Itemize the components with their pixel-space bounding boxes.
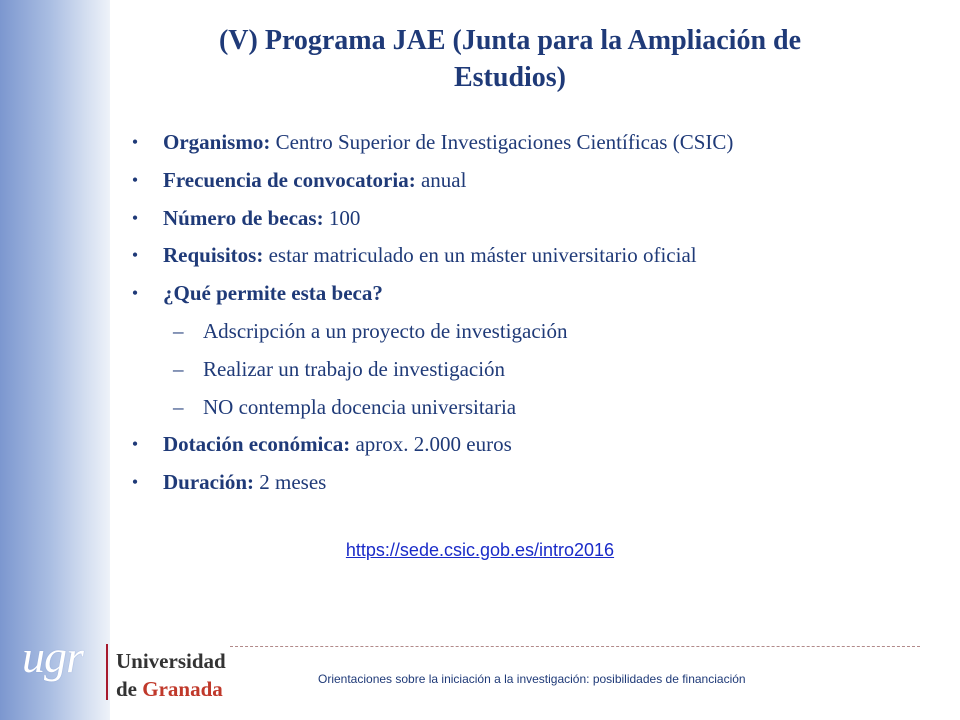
ugr-logo-mark: ugr	[22, 631, 83, 682]
bullet-text: estar matriculado en un máster universitario oficial	[263, 243, 697, 268]
logo-line2-prefix: de	[116, 677, 143, 701]
footer-divider	[230, 646, 920, 647]
bullet-icon: •	[131, 472, 139, 493]
bullet-label: Organismo:	[163, 130, 271, 154]
ugr-logo	[20, 630, 240, 710]
bullet-icon: •	[131, 283, 139, 304]
logo-line2-city: Granada	[142, 677, 223, 701]
bullet-text: anual	[415, 167, 467, 192]
subitem-docencia	[128, 389, 928, 427]
bullet-organismo	[128, 124, 928, 162]
bullet-icon: •	[131, 132, 139, 152]
footer-text: Orientaciones sobre la iniciación a la investigación: posibilidades de financiación	[318, 672, 746, 686]
bullet-requisitos	[128, 237, 928, 275]
bullet-label: Número de becas:	[163, 205, 324, 230]
bullet-duracion	[128, 464, 928, 502]
bullet-que-permite	[128, 275, 928, 313]
bullet-icon: •	[131, 169, 139, 190]
subitem-text: Adscripción a un proyecto de investigación	[203, 318, 568, 343]
dash-icon: –	[173, 356, 184, 381]
logo-divider	[106, 644, 108, 700]
bullet-label: ¿Qué permite esta beca?	[163, 281, 383, 306]
subitem-adscripcion	[128, 313, 928, 351]
bullet-icon: •	[131, 207, 139, 228]
bullet-label: Dotación económica:	[163, 432, 351, 457]
logo-line1: Universidad	[116, 649, 226, 673]
bullet-label: Duración:	[163, 470, 254, 495]
subitem-text: Realizar un trabajo de investigación	[203, 356, 506, 381]
bullet-text: aprox. 2.000 euros	[350, 432, 512, 457]
bullet-dotacion	[128, 426, 928, 464]
bullet-text: Centro Superior de Investigaciones Científicas (CSIC)	[270, 130, 734, 154]
subitem-trabajo	[128, 351, 928, 389]
bullet-list	[128, 124, 928, 502]
dash-icon: –	[173, 318, 184, 343]
dash-icon: –	[173, 394, 184, 419]
bullet-frecuencia	[128, 162, 928, 200]
bullet-icon: •	[131, 245, 139, 266]
bullet-icon: •	[131, 434, 139, 455]
logo-line2	[116, 676, 223, 702]
bullet-text: 2 meses	[254, 470, 327, 495]
bullet-text: 100	[323, 205, 361, 230]
bullet-numero-becas	[128, 200, 928, 238]
bullet-label: Frecuencia de convocatoria:	[163, 167, 416, 192]
subitem-text: NO contempla docencia universitaria	[203, 394, 517, 419]
side-gradient-band	[0, 0, 110, 720]
slide-title: (V) Programa JAE (Junta para la Ampliación de Estudios)	[218, 25, 802, 93]
bullet-label: Requisitos:	[163, 243, 264, 268]
csic-link[interactable]: https://sede.csic.gob.es/intro2016	[345, 540, 615, 560]
